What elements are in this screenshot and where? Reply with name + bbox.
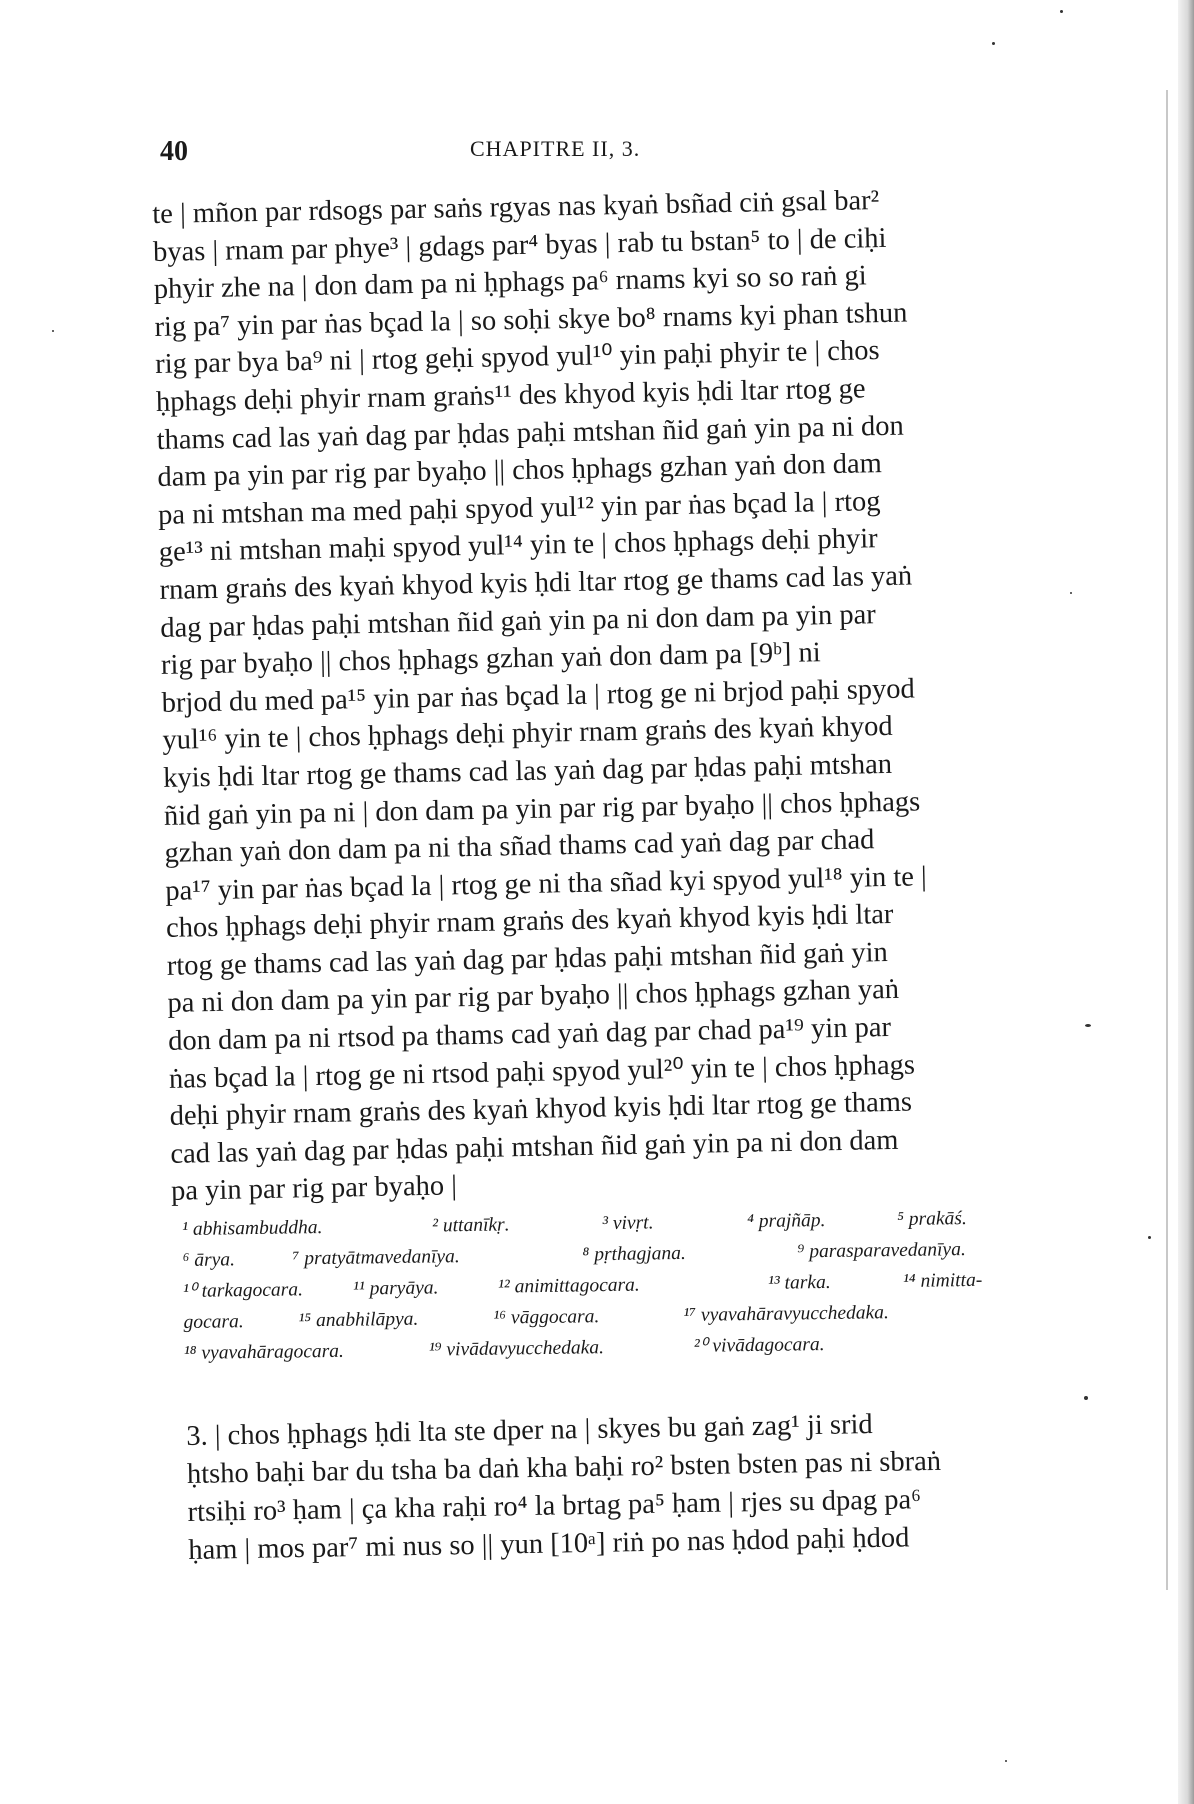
text-line: te | mñon par rdsogs par saṅs rgyas nas kyaṅ bsñad ciṅ gsal bar² — [152, 185, 880, 230]
footnote: ¹⁶ vāggocara. — [493, 1306, 600, 1329]
page-edge-line — [1166, 90, 1168, 1590]
footnote: ⁴ prajñāp. — [747, 1210, 826, 1233]
text-line: rtog ge thams cad las yaṅ dag par ḥdas paḥi mtshan ñid gaṅ yin — [166, 936, 888, 982]
text-line: brjod du med pa¹⁵ yin par ṅas bçad la | rtog ge ni brjod paḥi spyod — [161, 673, 916, 719]
page-header — [160, 136, 1060, 176]
section-3-paragraph — [186, 1402, 1089, 1570]
text-line: pa¹⁷ yin par ṅas bçad la | rtog ge ni tha sñad kyi spyod yul¹⁸ yin te | — [165, 860, 928, 907]
footnote: ¹² animittagocara. — [497, 1274, 640, 1298]
footnote: ¹⁰ tarkagocara. — [182, 1279, 304, 1302]
footnote: ¹ abhisambuddha. — [182, 1217, 323, 1240]
scan-speck — [992, 42, 995, 45]
text-line: ḥam | mos par⁷ mi nus so || yun [10ᵃ] riṅ po nas ḥdod paḥi ḥdod — [188, 1522, 910, 1566]
footnote: ¹⁷ vyavahāravyucchedaka. — [683, 1302, 889, 1327]
footnote: ² uttanīkṛ. — [432, 1214, 510, 1237]
footnote: ³ vivṛt. — [602, 1212, 654, 1235]
page-number: 40 — [160, 136, 188, 167]
footnote: ¹⁹ vivādavyucchedaka. — [428, 1337, 605, 1361]
text-line: ñid gaṅ yin pa ni | don dam pa yin par rig par byaḥo || chos ḥphags — [163, 785, 921, 832]
text-line: chos ḥphags deḥi phyir rnam graṅs des kyaṅ khyod kyis ḥdi ltar — [165, 899, 894, 945]
main-text-block — [152, 179, 1071, 1211]
footnote: ¹⁴ nimitta- — [902, 1269, 983, 1292]
footnote: ⁸ pṛthagjana. — [582, 1242, 686, 1266]
text-line: rtsiḥi ro³ ḥam | ça kha raḥi ro⁴ la brtag pa⁵ ḥam | rjes su dpag pa⁶ — [187, 1484, 922, 1528]
scan-speck — [1085, 1024, 1091, 1027]
text-line: gzhan yaṅ don dam pa ni tha sñad thams cad yaṅ dag par chad — [164, 824, 875, 869]
text-line: pa yin par rig par byaḥo | — [170, 1170, 458, 1208]
text-line: dam pa yin par rig par byaḥo || chos ḥphags gzhan yaṅ don dam — [157, 448, 883, 494]
text-line: rig par bya ba⁹ ni | rtog geḥi spyod yul¹⁰ yin paḥi phyir te | chos — [154, 335, 880, 381]
footnote: ⁵ prakāś. — [897, 1208, 967, 1231]
text-line: ṅas bçad la | rtog ge ni rtsod paḥi spyod yul²⁰ yin te | chos ḥphags — [168, 1049, 916, 1095]
footnote: ¹⁵ anabhilāpya. — [298, 1308, 419, 1332]
footnote: ⁹ parasparavedanīya. — [797, 1239, 966, 1263]
footnotes-block — [182, 1201, 1084, 1369]
text-line: ḥphags deḥi phyir rnam graṅs¹¹ des khyod kyis ḥdi ltar rtog ge — [155, 373, 866, 418]
text-line: cad las yaṅ dag par ḥdas paḥi mtshan ñid gaṅ yin pa ni don dam — [170, 1124, 899, 1170]
scan-speck — [1070, 592, 1072, 594]
scan-speck — [1060, 10, 1063, 13]
text-line: don dam pa ni rtsod pa thams cad yaṅ dag par chad pa¹⁹ yin par — [167, 1012, 892, 1057]
text-line: rig par byaḥo || chos ḥphags gzhan yaṅ don dam pa [9ᵇ] ni — [160, 637, 821, 682]
footnote: ¹¹ paryāya. — [352, 1277, 439, 1300]
text-line: deḥi phyir rnam graṅs des kyaṅ khyod kyis ḥdi ltar rtog ge thams — [169, 1086, 913, 1133]
footnote: ²⁰ vivādagocara. — [693, 1334, 825, 1357]
scan-speck — [52, 330, 54, 332]
text-line: ḥtsho baḥi bar du tsha ba daṅ kha baḥi ro² bsten bsten pas ni sbraṅ — [186, 1445, 942, 1490]
scan-speck — [1005, 1760, 1007, 1762]
text-line: ge¹³ ni mtshan maḥi spyod yul¹⁴ yin te | chos ḥphags deḥi phyir — [158, 523, 878, 569]
text-line: thams cad las yaṅ dag par ḥdas paḥi mtshan ñid gaṅ yin pa ni don — [156, 410, 905, 456]
running-head: CHAPITRE II, 3. — [470, 136, 641, 161]
footnote: gocara. — [183, 1311, 244, 1333]
text-line: rig pa⁷ yin par ṅas bçad la | so soḥi skye bo⁸ rnams kyi phan tshun — [154, 297, 908, 343]
text-line: 3. | chos ḥphags ḥdi lta ste dper na | skyes bu gaṅ zag¹ ji srid — [186, 1409, 873, 1452]
footnote: ⁷ pratyātmavedanīya. — [292, 1246, 460, 1270]
scan-speck — [1084, 1396, 1088, 1400]
footnote: ¹³ tarka. — [767, 1271, 831, 1294]
scan-speck — [1148, 1236, 1151, 1239]
text-line: dag par ḥdas paḥi mtshan ñid gaṅ yin pa ni don dam pa yin par — [159, 598, 876, 644]
text-line: yul¹⁶ yin te | chos ḥphags deḥi phyir rnam graṅs des kyaṅ khyod — [162, 711, 893, 757]
text-line: rnam graṅs des kyaṅ khyod kyis ḥdi ltar rtog ge thams cad las yaṅ — [159, 560, 913, 606]
text-line: phyir zhe na | don dam pa ni ḥphags pa⁶ rnams kyi so so raṅ gi — [153, 260, 867, 306]
text-line: kyis ḥdi ltar rtog ge thams cad las yaṅ dag par ḥdas paḥi mtshan — [162, 748, 893, 794]
text-line: pa ni don dam pa yin par rig par byaḥo || chos ḥphags gzhan yaṅ — [167, 974, 900, 1020]
footnote: ⁶ ārya. — [182, 1249, 236, 1271]
text-line: pa ni mtshan ma med paḥi spyod yul¹² yin par ṅas bçad la | rtog — [157, 485, 881, 531]
footnote: ¹⁸ vyavahāragocara. — [183, 1340, 345, 1364]
text-line: byas | rnam par phye³ | gdags par⁴ byas | rab tu bstan⁵ to | de ciḥi — [152, 222, 887, 268]
page-edge-shadow — [1178, 0, 1194, 1804]
